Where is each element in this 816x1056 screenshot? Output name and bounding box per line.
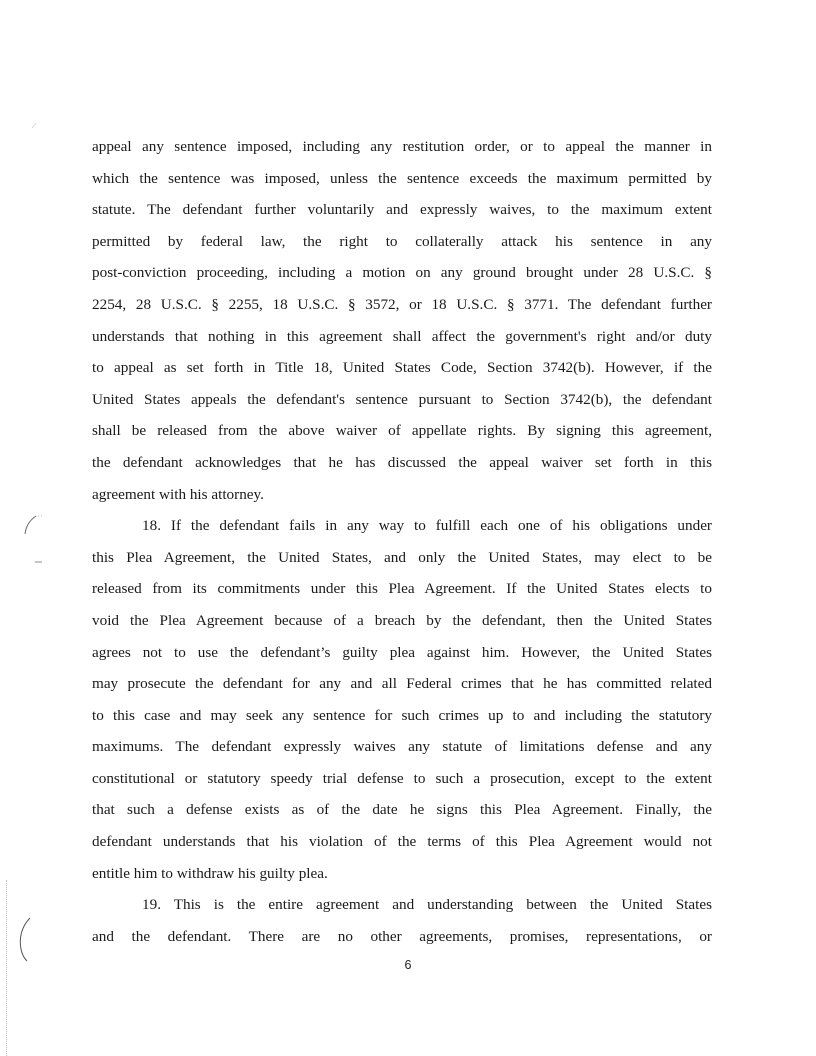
text-line: void the Plea Agreement because of a breach by the defendant, then the United States	[92, 611, 712, 629]
text-line: statute. The defendant further voluntarily and expressly waives, to the maximum extent	[92, 201, 712, 219]
scan-mark-bracket	[22, 512, 52, 572]
text-line: released from its commitments under this Plea Agreement. If the United States elects to	[92, 580, 712, 598]
text-line: constitutional or statutory speedy trial defense to such a prosecution, except to the extent	[92, 769, 712, 787]
text-line: to this case and may seek any sentence for such crimes up to and including the statutory	[92, 706, 712, 724]
text-line: defendant understands that his violation of the terms of this Plea Agreement would not	[92, 833, 712, 851]
text-line: maximums. The defendant expressly waives any statute of limitations defense and any	[92, 738, 712, 756]
text-line: entitle him to withdraw his guilty plea.	[92, 864, 328, 882]
text-line: permitted by federal law, the right to collaterally attack his sentence in any	[92, 232, 712, 250]
scan-mark-dot	[30, 120, 40, 132]
text-line: to appeal as set forth in Title 18, United States Code, Section 3742(b). However, if the	[92, 359, 712, 377]
text-line: and the defendant. There are no other agreements, promises, representations, or	[92, 927, 712, 945]
text-line: post-conviction proceeding, including a motion on any ground brought under 28 U.S.C. §	[92, 264, 712, 282]
text-line: shall be released from the above waiver of appellate rights. By signing this agreement,	[92, 422, 712, 440]
text-line: United States appeals the defendant's sentence pursuant to Section 3742(b), the defendant	[92, 390, 712, 408]
page-number: 6	[404, 958, 412, 972]
text-line: understands that nothing in this agreement shall affect the government's right and/or duty	[92, 327, 712, 345]
text-line: which the sentence was imposed, unless the sentence exceeds the maximum permitted by	[92, 169, 712, 187]
text-line: that such a defense exists as of the date he signs this Plea Agreement. Finally, the	[92, 801, 712, 819]
text-line: the defendant acknowledges that he has discussed the appeal waiver set forth in this	[92, 453, 712, 471]
scan-margin-line	[6, 880, 8, 1056]
text-line: agrees not to use the defendant’s guilty plea against him. However, the United States	[92, 643, 712, 661]
paragraph-18-first-line: 18. If the defendant fails in any way to fulfill each one of his obligations under	[142, 517, 712, 535]
text-line: this Plea Agreement, the United States, and only the United States, may elect to be	[92, 548, 712, 566]
text-line: agreement with his attorney.	[92, 485, 264, 503]
body-text	[92, 131, 712, 952]
text-line: appeal any sentence imposed, including any restitution order, or to appeal the manner in	[92, 138, 712, 155]
text-line: 2254, 28 U.S.C. § 2255, 18 U.S.C. § 3572, or 18 U.S.C. § 3771. The defendant further	[92, 295, 712, 313]
paragraph-19-first-line: 19. This is the entire agreement and understanding between the United States	[142, 896, 712, 914]
text-line: may prosecute the defendant for any and all Federal crimes that he has committed related	[92, 675, 712, 693]
